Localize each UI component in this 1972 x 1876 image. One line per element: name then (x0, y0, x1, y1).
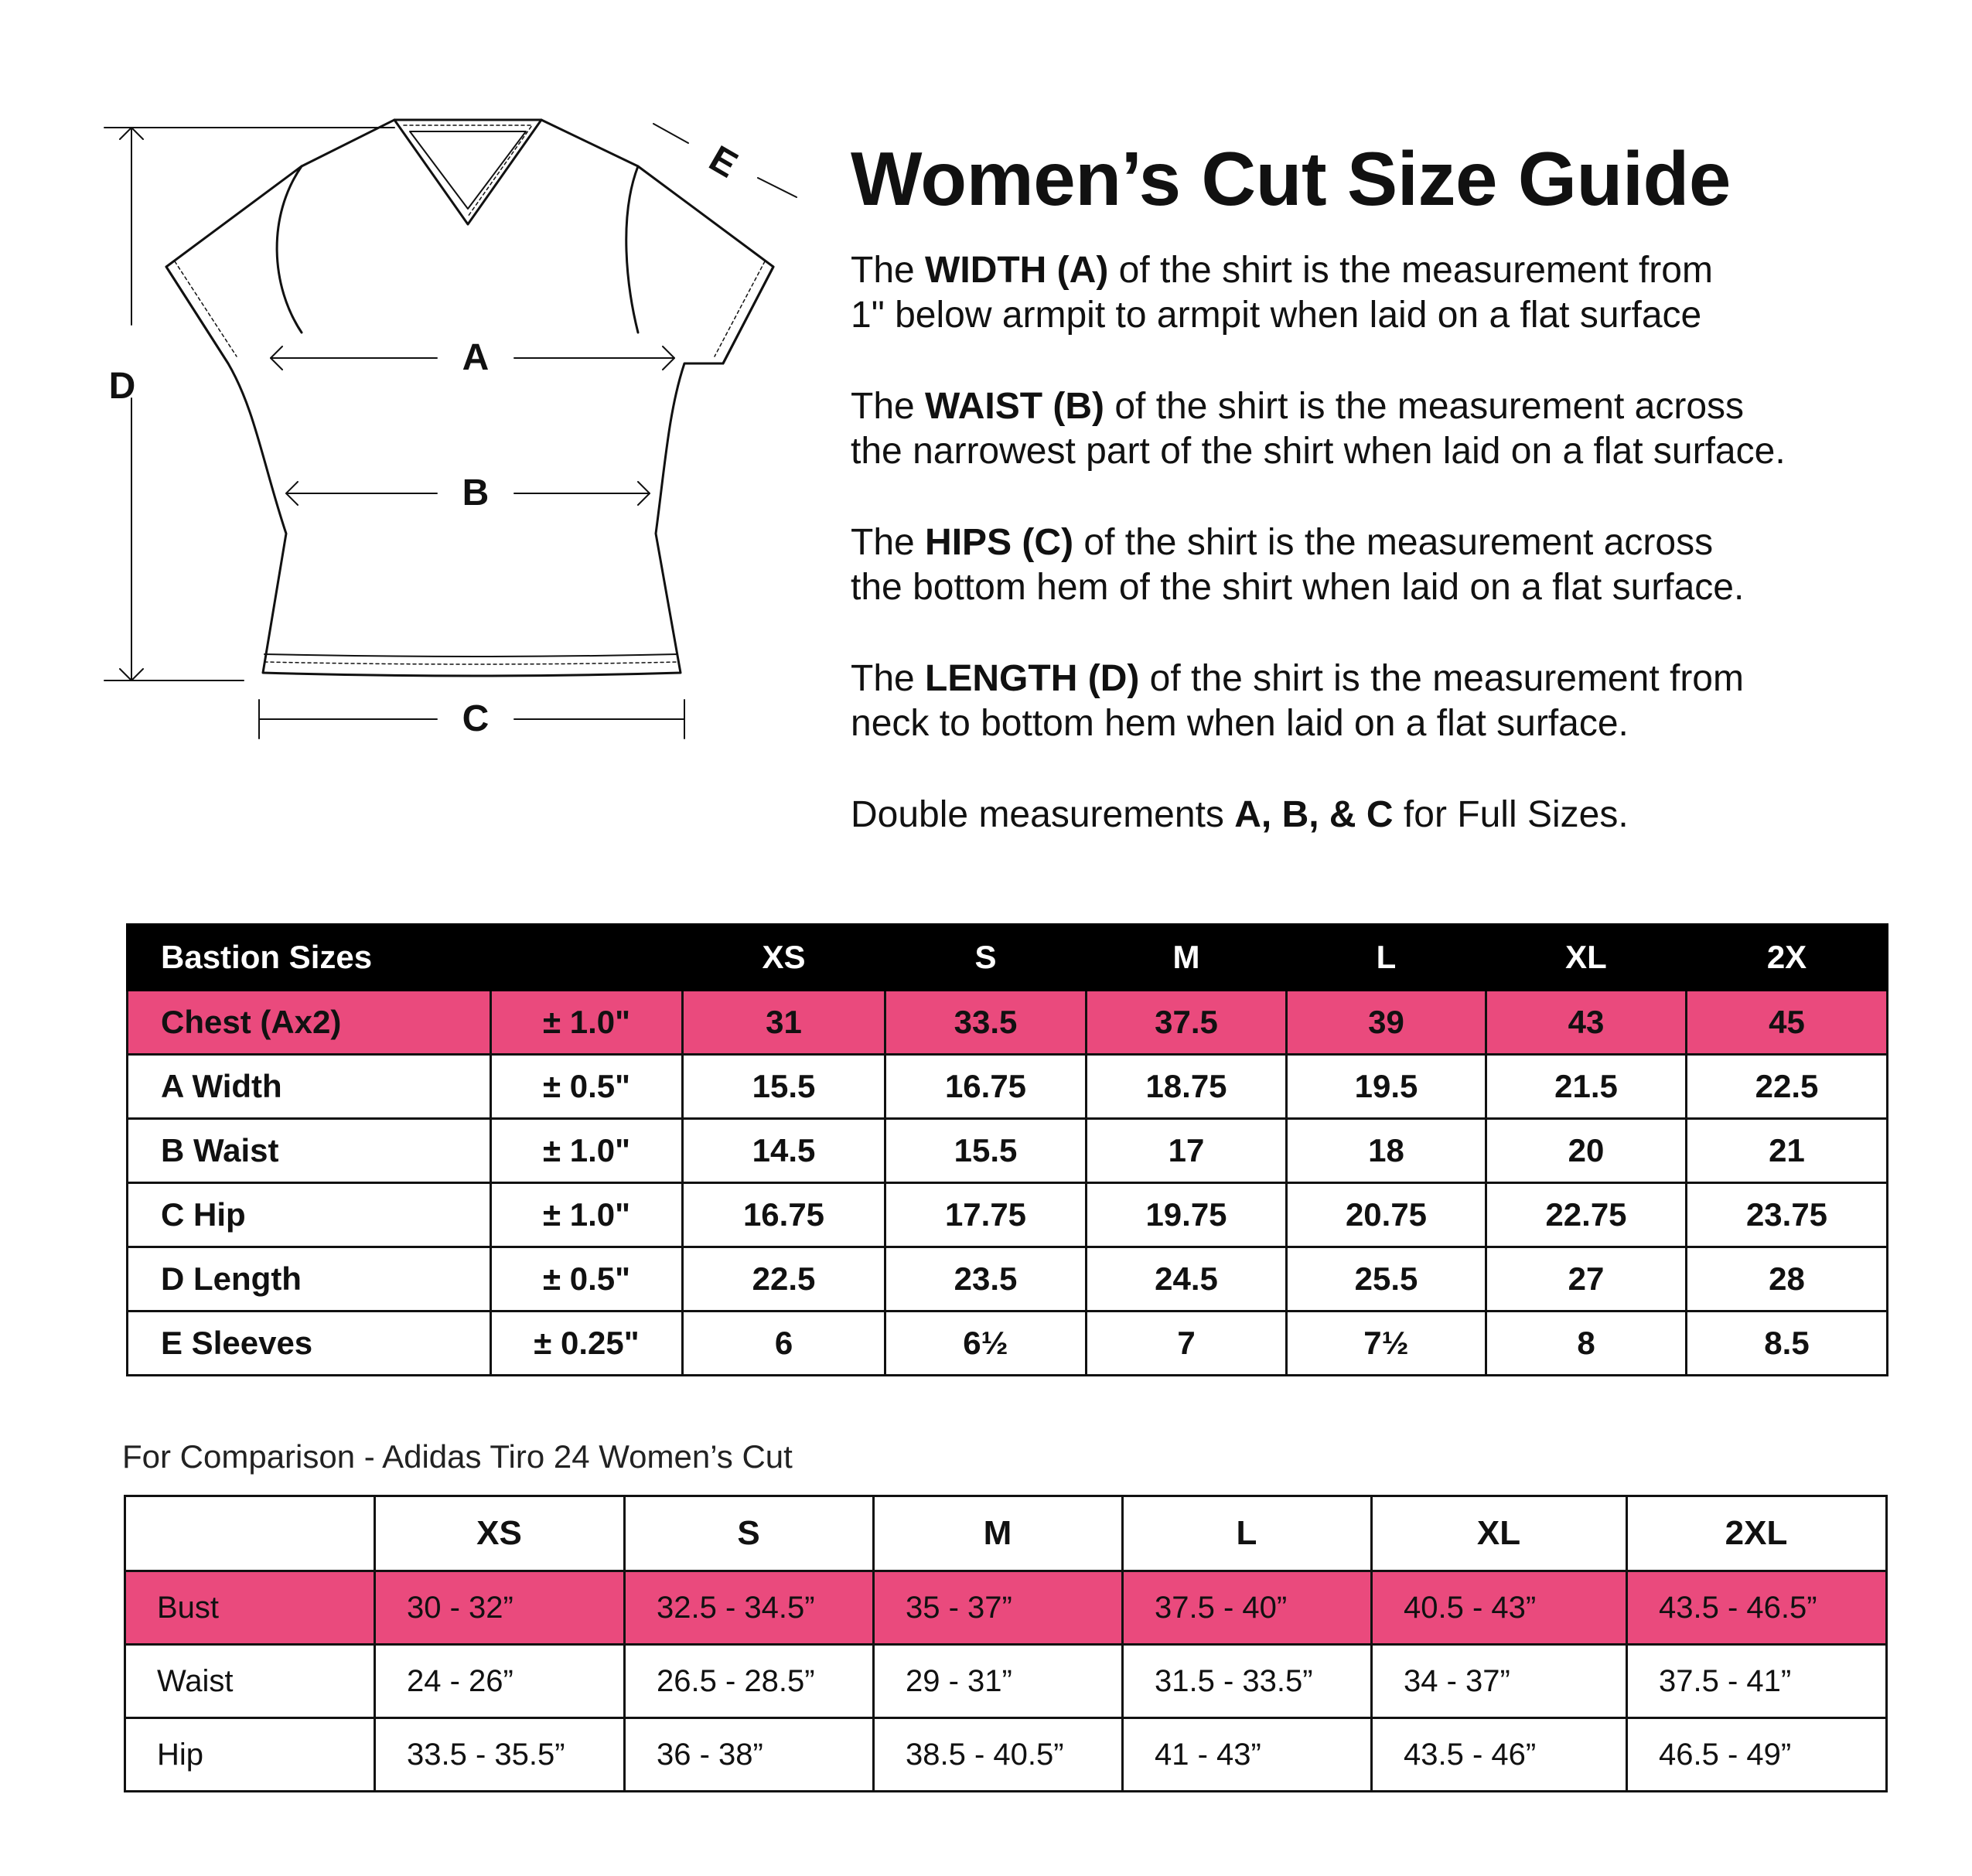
double-measurements-note (851, 793, 1895, 837)
table-cell: 24.5 (1087, 1247, 1287, 1311)
table-cell: 30 - 32” (375, 1571, 625, 1645)
column-header: XL (1486, 925, 1687, 991)
label-e: E (702, 138, 745, 186)
table-cell: 43.5 - 46” (1372, 1718, 1627, 1792)
table-cell: 27 (1486, 1247, 1687, 1311)
table-cell: 16.75 (683, 1183, 885, 1247)
paragraph-prefix: The (851, 521, 926, 563)
paragraph-text: of the shirt is the measurement from (1108, 249, 1713, 291)
column-header: XS (683, 925, 885, 991)
tolerance-cell: ± 0.5" (491, 1055, 683, 1119)
tolerance-cell: ± 0.5" (491, 1247, 683, 1311)
adidas-header-row (125, 1496, 1887, 1571)
table-row (128, 1055, 1888, 1119)
row-label: B Waist (128, 1119, 491, 1183)
paragraph-term: LENGTH (D) (925, 657, 1140, 699)
column-header (125, 1496, 375, 1571)
table-row (128, 991, 1888, 1055)
paragraph-term: WAIST (B) (925, 385, 1105, 427)
table-cell: 17 (1087, 1119, 1287, 1183)
paragraph-text: the bottom hem of the shirt when laid on a flat surface. (851, 566, 1745, 608)
guide-paragraph (851, 520, 1895, 610)
page-title: Women’s Cut Size Guide (851, 136, 1731, 221)
table-cell: 31.5 - 33.5” (1123, 1645, 1372, 1718)
table-cell: 37.5 (1087, 991, 1287, 1055)
column-header: XL (1372, 1496, 1627, 1571)
table-cell: 29 - 31” (874, 1645, 1123, 1718)
row-label: E Sleeves (128, 1311, 491, 1376)
table-cell: 39 (1287, 991, 1486, 1055)
label-a: A (462, 337, 490, 378)
table-cell: 24 - 26” (375, 1645, 625, 1718)
table-cell: 15.5 (683, 1055, 885, 1119)
column-header: S (625, 1496, 874, 1571)
table-cell: 32.5 - 34.5” (625, 1571, 874, 1645)
column-header: L (1287, 925, 1486, 991)
table-cell: 22.5 (683, 1247, 885, 1311)
table-cell: 6 (683, 1311, 885, 1376)
table-row (125, 1571, 1887, 1645)
table-cell: 7 (1087, 1311, 1287, 1376)
table-cell: 19.75 (1087, 1183, 1287, 1247)
paragraph-text: of the shirt is the measurement from (1139, 657, 1744, 699)
table-cell: 18.75 (1087, 1055, 1287, 1119)
table-cell: 45 (1687, 991, 1888, 1055)
row-label: Bust (125, 1571, 375, 1645)
size-guide-text (851, 136, 1895, 884)
note-prefix: Double measurements (851, 793, 1235, 835)
table-cell: 14.5 (683, 1119, 885, 1183)
table-cell: 23.5 (885, 1247, 1087, 1311)
column-header: 2X (1687, 925, 1888, 991)
label-b: B (462, 472, 490, 513)
column-header (491, 925, 683, 991)
row-label: D Length (128, 1247, 491, 1311)
table-cell: 41 - 43” (1123, 1718, 1372, 1792)
table-cell: 6½ (885, 1311, 1087, 1376)
table-cell: 20.75 (1287, 1183, 1486, 1247)
table-row (128, 1119, 1888, 1183)
table-cell: 37.5 - 40” (1123, 1571, 1372, 1645)
table-cell: 31 (683, 991, 885, 1055)
paragraph-term: WIDTH (A) (925, 249, 1109, 291)
row-label: Chest (Ax2) (128, 991, 491, 1055)
column-header: Bastion Sizes (128, 925, 491, 991)
column-header: M (1087, 925, 1287, 991)
column-header: L (1123, 1496, 1372, 1571)
table-cell: 20 (1486, 1119, 1687, 1183)
label-c: C (462, 698, 490, 739)
guide-paragraphs (851, 248, 1895, 837)
table-cell: 43.5 - 46.5” (1627, 1571, 1887, 1645)
table-cell: 37.5 - 41” (1627, 1645, 1887, 1718)
table-cell: 43 (1486, 991, 1687, 1055)
guide-paragraph (851, 384, 1895, 474)
table-cell: 8 (1486, 1311, 1687, 1376)
tolerance-cell: ± 1.0" (491, 1183, 683, 1247)
paragraph-text: neck to bottom hem when laid on a flat surface. (851, 702, 1629, 744)
comparison-caption: For Comparison - Adidas Tiro 24 Women’s Cut (122, 1438, 793, 1475)
paragraph-prefix: The (851, 657, 926, 699)
column-header: M (874, 1496, 1123, 1571)
table-cell: 33.5 (885, 991, 1087, 1055)
table-cell: 36 - 38” (625, 1718, 874, 1792)
row-label: Hip (125, 1718, 375, 1792)
table-cell: 33.5 - 35.5” (375, 1718, 625, 1792)
table-cell: 22.75 (1486, 1183, 1687, 1247)
row-label: A Width (128, 1055, 491, 1119)
label-d: D (108, 366, 136, 407)
guide-paragraph (851, 248, 1895, 338)
paragraph-text: of the shirt is the measurement across (1073, 521, 1714, 563)
table-row (125, 1718, 1887, 1792)
table-cell: 38.5 - 40.5” (874, 1718, 1123, 1792)
paragraph-text: the narrowest part of the shirt when laid on a flat surface. (851, 430, 1786, 472)
table-cell: 21 (1687, 1119, 1888, 1183)
table-row (128, 1311, 1888, 1376)
paragraph-text: 1" below armpit to armpit when laid on a flat surface (851, 294, 1702, 336)
guide-paragraph (851, 657, 1895, 746)
table-cell: 22.5 (1687, 1055, 1888, 1119)
table-cell: 17.75 (885, 1183, 1087, 1247)
table-cell: 21.5 (1486, 1055, 1687, 1119)
note-term: A, B, & C (1234, 793, 1394, 835)
tolerance-cell: ± 1.0" (491, 991, 683, 1055)
table-cell: 8.5 (1687, 1311, 1888, 1376)
table-cell: 40.5 - 43” (1372, 1571, 1627, 1645)
note-suffix: for Full Sizes. (1393, 793, 1629, 835)
shirt-body (166, 120, 773, 676)
table-cell: 46.5 - 49” (1627, 1718, 1887, 1792)
table-cell: 35 - 37” (874, 1571, 1123, 1645)
column-header: 2XL (1627, 1496, 1887, 1571)
column-header: S (885, 925, 1087, 991)
paragraph-term: HIPS (C) (925, 521, 1074, 563)
adidas-comparison-table (124, 1495, 1888, 1792)
table-cell: 25.5 (1287, 1247, 1486, 1311)
table-row (128, 1183, 1888, 1247)
paragraph-prefix: The (851, 249, 926, 291)
row-label: C Hip (128, 1183, 491, 1247)
table-row (125, 1645, 1887, 1718)
bastion-header-row (128, 925, 1888, 991)
paragraph-prefix: The (851, 385, 926, 427)
column-header: XS (375, 1496, 625, 1571)
row-label: Waist (125, 1645, 375, 1718)
table-cell: 18 (1287, 1119, 1486, 1183)
table-cell: 28 (1687, 1247, 1888, 1311)
table-cell: 19.5 (1287, 1055, 1486, 1119)
tolerance-cell: ± 1.0" (491, 1119, 683, 1183)
paragraph-text: of the shirt is the measurement across (1104, 385, 1745, 427)
table-cell: 26.5 - 28.5” (625, 1645, 874, 1718)
shirt-diagram (93, 101, 835, 781)
table-cell: 23.75 (1687, 1183, 1888, 1247)
table-cell: 7½ (1287, 1311, 1486, 1376)
table-cell: 15.5 (885, 1119, 1087, 1183)
table-cell: 34 - 37” (1372, 1645, 1627, 1718)
table-cell: 16.75 (885, 1055, 1087, 1119)
bastion-size-table (126, 923, 1888, 1376)
tolerance-cell: ± 0.25" (491, 1311, 683, 1376)
table-row (128, 1247, 1888, 1311)
